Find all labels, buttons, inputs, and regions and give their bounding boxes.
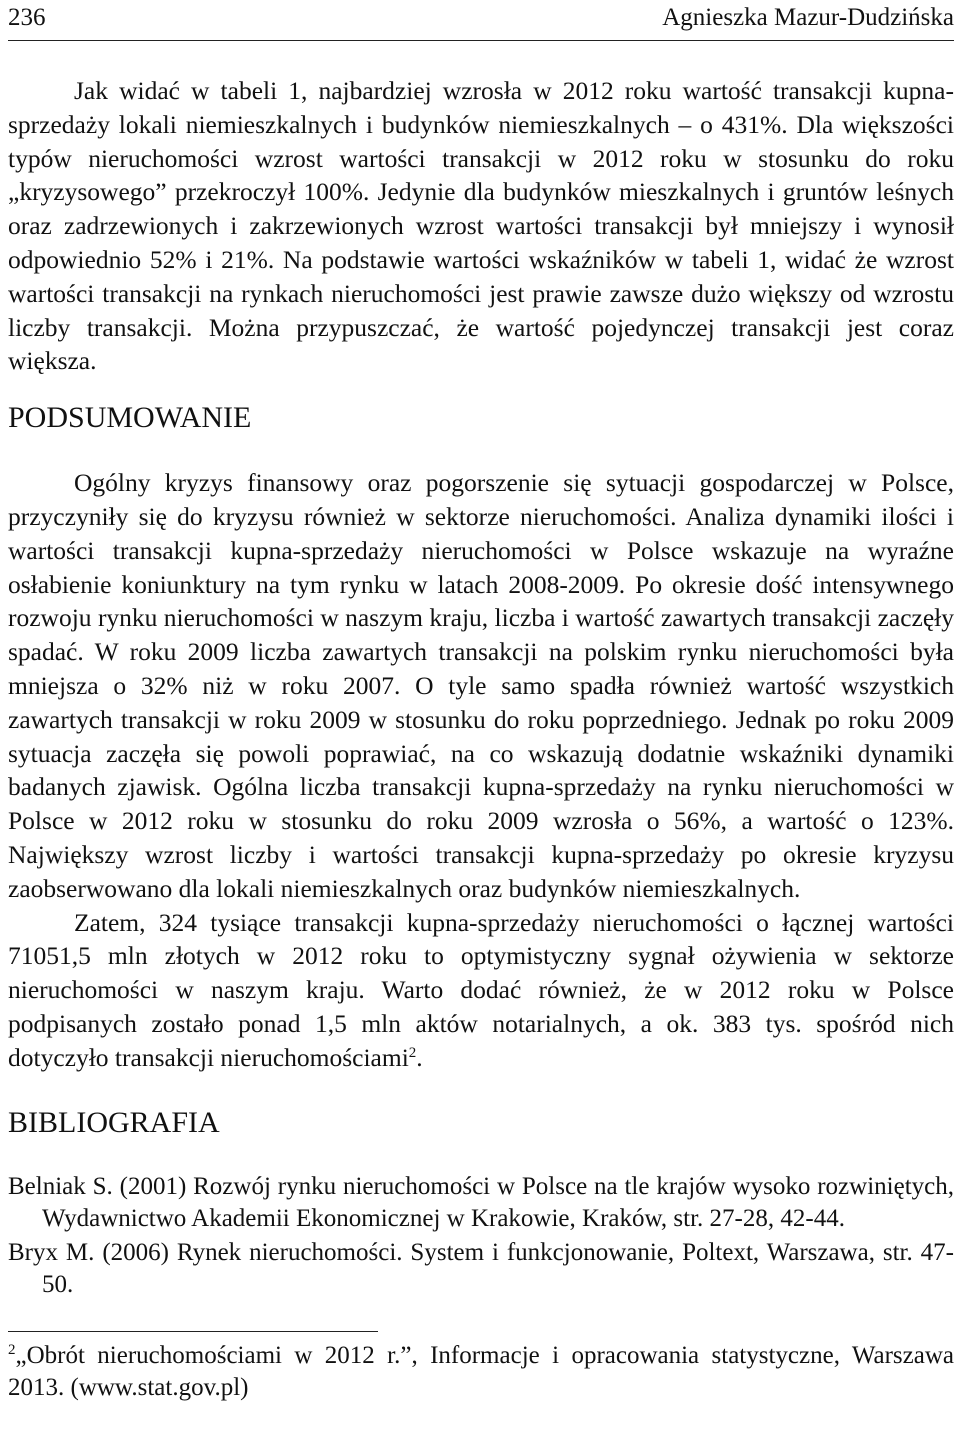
page-number: 236 (8, 4, 46, 31)
footnote-reference[interactable]: 2 (408, 1044, 417, 1061)
bibliography-entry: Bryx M. (2006) Rynek nieruchomości. System i funkcjonowanie, Poltext, Warszawa, str. 47-50. (8, 1238, 954, 1298)
footnote-text: „Obrót nieruchomościami w 2012 r.”, Informacje i opracowania statystyczne, Warszawa 2013. (www.stat.gov.pl) (8, 1341, 954, 1401)
section-heading-bibliography: BIBLIOGRAFIA (8, 1105, 220, 1139)
body-paragraph-3-text: Zatem, 324 tysiące transakcji kupna-sprzedaży nieruchomości o łącznej wartości 71051,5 mln złotych w 2012 roku to optymistyczny sygnał ożywienia w sektorze nieruchomości w naszym kraju. Warto dodać również, że w 2012 roku w Polsce podpisanych zostało ponad 1,5 mln aktów notarialnych, a ok. 383 tys. spośród nich dotyczyło transakcji nieruchomościami (8, 907, 954, 1072)
footnote (8, 1340, 954, 1404)
running-header (8, 0, 954, 41)
body-paragraph-3 (8, 906, 954, 1075)
bibliography-list (8, 1171, 954, 1301)
body-paragraph-1: Jak widać w tabeli 1, najbardziej wzrosła w 2012 roku wartość transakcji kupna-sprzedaży lokali niemieszkalnych i budynków niemieszkalnych – o 431%. Dla większości typów nieruchomości wzrost wartości transakcji w 2012 roku w stosunku do roku „kryzysowego” przekroczył 100%. Jedynie dla budynków mieszkalnych i gruntów leśnych oraz zadrzewionych i zakrzewionych wzrost wartości transakcji był mniejszy i wynosił odpowiednio 52% i 21%. Na podstawie wartości wskaźników w tabeli 1, widać że wzrost wartości transakcji na rynkach nieruchomości jest prawie zawsze dużo większy od wzrostu liczby transakcji. Można przypuszczać, że wartość pojedynczej transakcji jest coraz większa. (8, 76, 954, 376)
footnote-separator (8, 1331, 378, 1332)
section-heading-summary: PODSUMOWANIE (8, 401, 252, 435)
body-paragraph-2: Ogólny kryzys finansowy oraz pogorszenie się sytuacji gospodarczej w Polsce, przyczyniły się do kryzysu również w sektorze nieruchomości. Analiza dynamiki ilości i wartości transakcji kupna-sprzedaży nieruchomości w Polsce wskazuje na wyraźne osłabienie koniunktury na tym rynku w latach 2008-2009. Po okresie dość intensywnego rozwoju rynku nieruchomości w naszym kraju, liczba i wartość zawartych transakcji zaczęły spadać. W roku 2009 liczba zawartych transakcji na polskim rynku nieruchomości była mniejsza o 32% niż w roku 2007. O tyle samo spadła również wartość wszystkich zawartych transakcji w roku 2009 w stosunku do roku poprzedniego. Jednak po roku 2009 sytuacja zaczęła się powoli poprawiać, na co wskazują dodatnie wskaźniki dynamiki badanych zjawisk. Ogólna liczba transakcji kupna-sprzedaży na rynku nieruchomości w Polsce w 2012 roku w stosunku do roku 2009 wzrosła o 56%, a wartość o 123%. Największy wzrost liczby i wartości transakcji kupna-sprzedaży po okresie kryzysu zaobserwowano dla lokali niemieszkalnych oraz budynków niemieszkalnych. (8, 468, 954, 903)
running-header-author: Agnieszka Mazur-Dudzińska (662, 4, 954, 31)
bibliography-entry: Belniak S. (2001) Rozwój rynku nieruchomości w Polsce na tle krajów wysoko rozwiniętych, Wydawnictwo Akademii Ekonomicznej w Krakowie, Kraków, str. 27-28, 42-44. (8, 1172, 954, 1232)
document-page (8, 0, 954, 1404)
footnote-number: 2 (8, 1341, 16, 1358)
body-paragraph-3-end: . (416, 1042, 423, 1072)
